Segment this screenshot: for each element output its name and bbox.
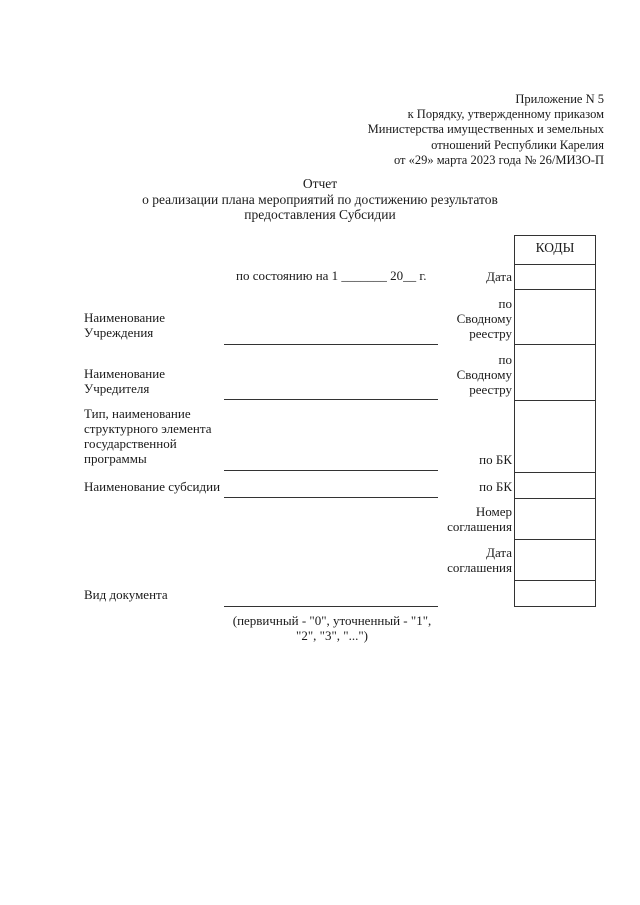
label-doc-type: Вид документа	[84, 587, 168, 602]
code-cell-registry2[interactable]	[515, 344, 595, 345]
codes-header: КОДЫ	[535, 240, 575, 255]
code-cell-doc-type[interactable]	[515, 580, 595, 581]
label-program: Тип, наименование структурного элемента государственной программы	[84, 406, 212, 466]
title-line: предоставления Субсидии	[244, 207, 396, 222]
doc-type-field[interactable]	[224, 606, 438, 607]
label-registry-1: по Сводному реестру	[456, 296, 512, 341]
subsidy-field[interactable]	[224, 497, 438, 498]
label-registry-2: по Сводному реестру	[456, 352, 512, 397]
code-cell-bk1[interactable]	[515, 400, 595, 401]
label-subsidy: Наименование субсидии	[84, 479, 221, 494]
label-agreement-date: Дата соглашения	[447, 545, 512, 575]
code-cell-date[interactable]	[515, 264, 595, 265]
title-line: о реализации плана мероприятий по достижению результатов	[142, 191, 498, 207]
label-bk-2: по БК	[479, 479, 512, 494]
institution-field[interactable]	[224, 344, 438, 345]
label-agreement-number: Номер соглашения	[447, 504, 512, 534]
appendix-header	[304, 92, 604, 168]
label-institution: Наименование Учреждения	[84, 310, 165, 340]
report-title	[0, 176, 640, 223]
code-cell-bk2[interactable]	[515, 472, 595, 473]
header-line: отношений Республики Карелия	[431, 137, 604, 152]
label-date: Дата	[486, 269, 512, 284]
header-line: Министерства имущественных и земельных	[367, 122, 604, 137]
program-field[interactable]	[224, 470, 438, 471]
code-cell-registry1[interactable]	[515, 289, 595, 290]
header-line: Приложение N 5	[515, 92, 604, 106]
founder-field[interactable]	[224, 399, 438, 400]
label-founder: Наименование Учредителя	[84, 366, 165, 396]
header-line: к Порядку, утвержденному приказом	[407, 107, 604, 122]
code-cell-agreement-number[interactable]	[515, 498, 595, 499]
header-line: от «29» марта 2023 года № 26/МИЗО-П	[393, 152, 604, 167]
codes-table	[514, 235, 596, 607]
label-bk-1: по БК	[479, 452, 512, 467]
doc-type-hint: (первичный - "0", уточненный - "1", "2", "3", "...")	[232, 613, 432, 643]
title-line: Отчет	[302, 176, 338, 191]
code-cell-agreement-date[interactable]	[515, 539, 595, 540]
date-line: по состоянию на 1 _______ 20__ г.	[236, 268, 427, 283]
